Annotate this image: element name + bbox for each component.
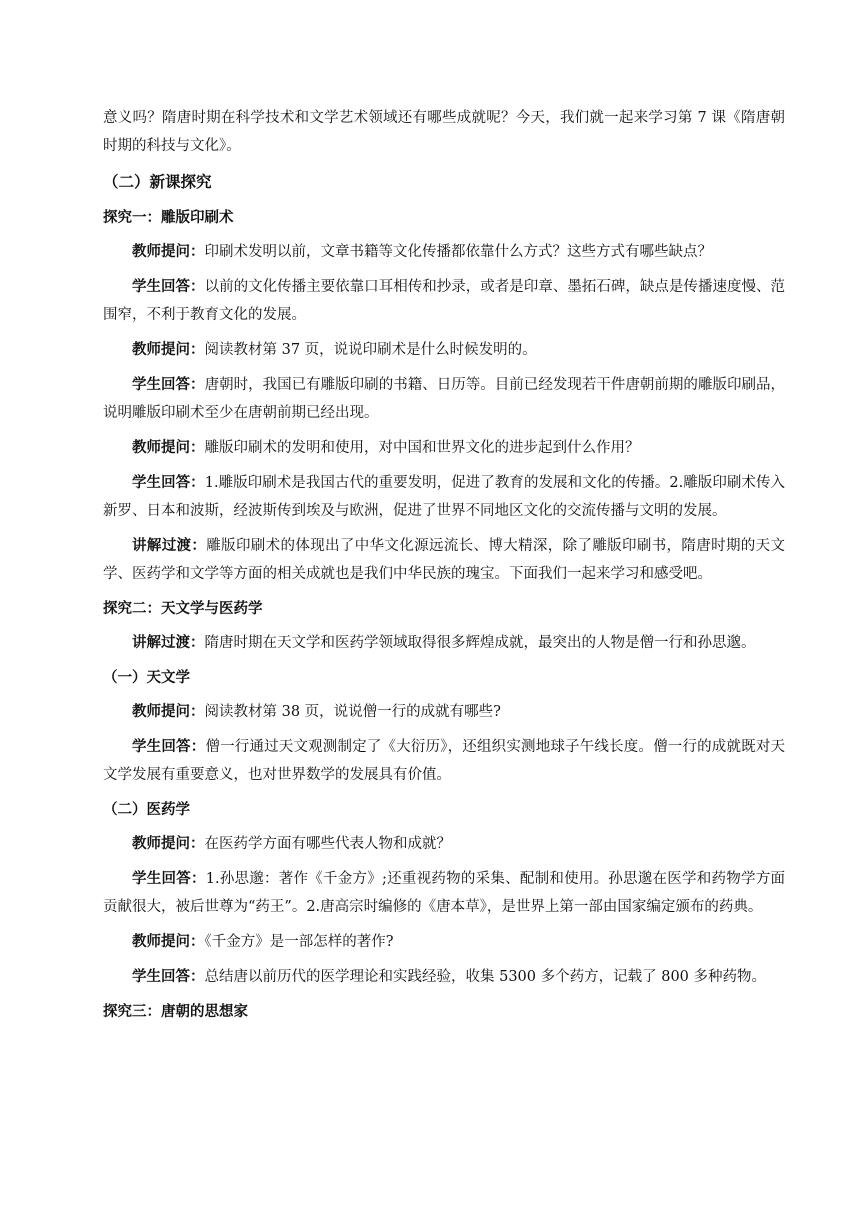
dialogue-paragraph (103, 273, 785, 329)
dialogue-paragraph (103, 963, 785, 991)
speaker-label: 教师提问： (132, 244, 205, 260)
speaker-label: 学生回答： (132, 969, 205, 985)
dialogue-paragraph (103, 629, 785, 657)
medicine-subheading: （二）医药学 (103, 802, 190, 818)
dialogue-paragraph (103, 336, 785, 364)
explore-2-heading: 探究二：天文学与医药学 (103, 601, 263, 617)
speaker-label: 学生回答： (132, 739, 206, 755)
dialogue-text: 隋唐时期在天文学和医药学领域取得很多辉煌成就，最突出的人物是僧一行和孙思邈。 (204, 635, 756, 651)
speaker-label: 学生回答： (132, 475, 205, 491)
speaker-label: 讲解过渡： (132, 538, 207, 554)
dialogue-paragraph (103, 865, 785, 921)
dialogue-text: 僧一行通过天文观测制定了《大衍历》，还组织实测地球子午线长度。僧一行的成就既对天文学发展有重要意义，也对世界数学的发展具有价值。 (103, 739, 786, 783)
dialogue-paragraph (103, 733, 785, 789)
speaker-label: 教师提问： (132, 836, 205, 852)
speaker-label: 学生回答： (132, 377, 205, 393)
dialogue-text: 1.孙思邈：著作《千金方》;还重视药物的采集、配制和使用。孙思邈在医学和药物学方面贡献很大，被后世尊为“药王”。2.唐高宗时编修的《唐本草》，是世界上第一部由国家编定颁布的药典。 (103, 871, 786, 915)
dialogue-paragraph (103, 928, 785, 956)
explore-1-heading: 探究一：雕版印刷术 (103, 210, 234, 226)
explore-3-heading: 探究三：唐朝的思想家 (103, 1004, 248, 1020)
dialogue-paragraph (103, 698, 785, 726)
dialogue-paragraph (103, 469, 785, 525)
dialogue-text: 阅读教材第 38 页，说说僧一行的成就有哪些? (204, 704, 501, 720)
dialogue-text: 雕版印刷术的发明和使用，对中国和世界文化的进步起到什么作用？ (204, 440, 640, 456)
dialogue-text: 唐朝时，我国已有雕版印刷的书籍、日历等。目前已经发现若干件唐朝前期的雕版印刷品，说明雕版印刷术至少在唐朝前期已经出现。 (103, 377, 786, 421)
speaker-label: 学生回答： (132, 871, 206, 887)
dialogue-paragraph (103, 371, 785, 427)
speaker-label: 学生回答： (132, 279, 205, 295)
intro-paragraph: 意义吗？隋唐时期在科学技术和文学艺术领域还有哪些成就呢？今天，我们就一起来学习第 7 课《隋唐朝时期的科技与文化》。 (103, 110, 785, 154)
dialogue-paragraph (103, 830, 785, 858)
dialogue-text: 印刷术发明以前，文章书籍等文化传播都依靠什么方式？这些方式有哪些缺点？ (204, 244, 712, 260)
dialogue-text: 总结唐以前历代的医学理论和实践经验，收集 5300 多个药方，记载了 800 多种药物。 (204, 969, 767, 985)
dialogue-text: 雕版印刷术的体现出了中华文化源远流长、博大精深，除了雕版印刷书，隋唐时期的天文学、医药学和文学等方面的相关成就也是我们中华民族的瑰宝。下面我们一起来学习和感受吧。 (103, 538, 786, 582)
astronomy-subheading: （一）天文学 (103, 670, 190, 686)
dialogue-text: 在医药学方面有哪些代表人物和成就？ (204, 836, 451, 852)
speaker-label: 教师提问： (132, 704, 205, 720)
speaker-label: 教师提问： (132, 342, 205, 358)
speaker-label: 教师提问： (132, 440, 205, 456)
speaker-label: 教师提问： (132, 934, 205, 950)
dialogue-paragraph (103, 532, 785, 588)
dialogue-text: 1.雕版印刷术是我国古代的重要发明，促进了教育的发展和文化的传播。2.雕版印刷术传入新罗、日本和波斯，经波斯传到埃及与欧洲，促进了世界不同地区文化的交流传播与文明的发展。 (103, 475, 786, 519)
speaker-label: 讲解过渡： (132, 635, 205, 651)
dialogue-text: 阅读教材第 37 页，说说印刷术是什么时候发明的。 (204, 342, 537, 358)
dialogue-text: 《千金方》是一部怎样的著作? (204, 934, 394, 950)
section-heading-new-lesson: （二）新课探究 (103, 173, 212, 191)
document-body (103, 104, 785, 1032)
dialogue-paragraph (103, 434, 785, 462)
dialogue-paragraph (103, 238, 785, 266)
dialogue-text: 以前的文化传播主要依靠口耳相传和抄录，或者是印章、墨拓石碑，缺点是传播速度慢、范围窄，不利于教育文化的发展。 (103, 279, 786, 323)
